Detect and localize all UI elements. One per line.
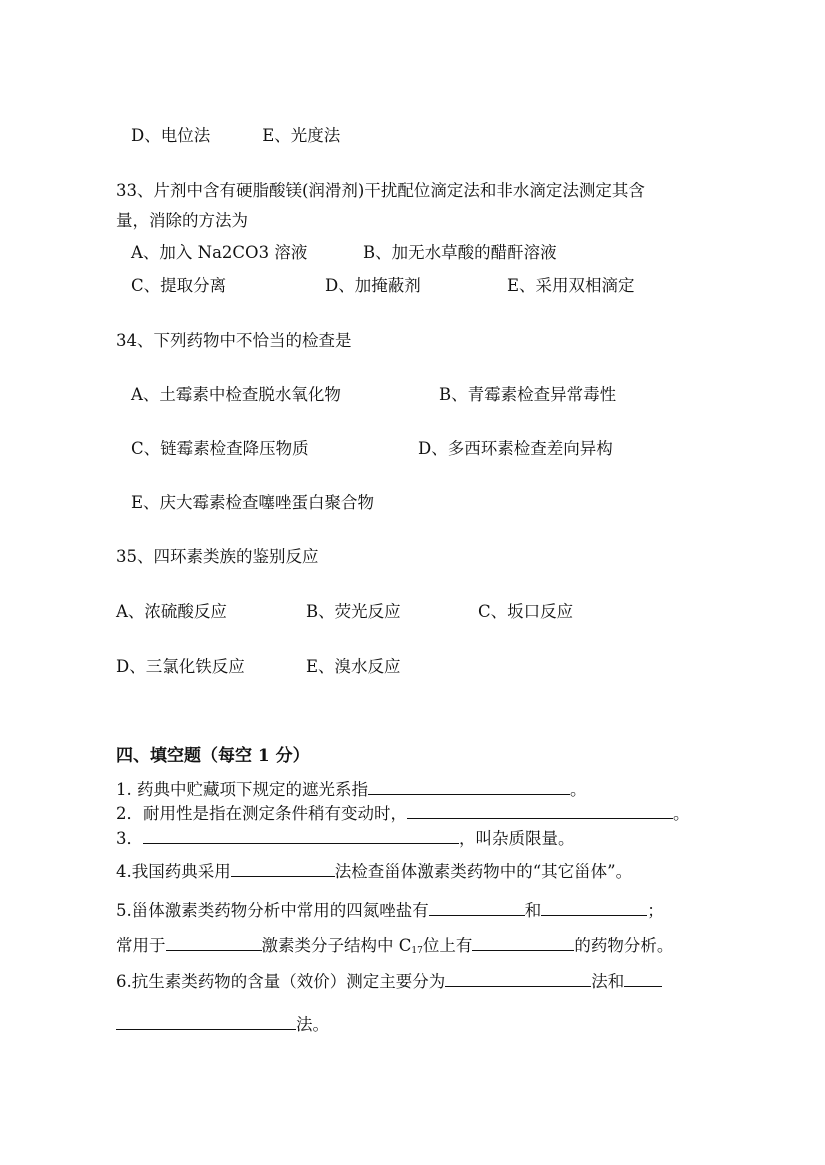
fill-5b-text-end: 的药物分析。	[574, 936, 674, 955]
fill-6-blank-2a[interactable]	[624, 970, 662, 987]
q33-option-e: E、采用双相滴定	[507, 276, 635, 295]
q35-option-b: B、荧光反应	[306, 602, 401, 621]
fill-5-blank-3[interactable]	[166, 934, 262, 951]
fill-5b-text-2: 激素类分子结构中 C	[261, 936, 412, 955]
fill-5-blank-1[interactable]	[429, 899, 525, 916]
q32-options	[131, 125, 340, 147]
section4-heading	[116, 745, 310, 767]
fill-1-blank[interactable]	[368, 778, 570, 795]
fill-6-and: 法和	[591, 972, 625, 991]
section4-heading-text: 四、填空题（每空	[116, 746, 258, 766]
fill-question-5-line2	[116, 934, 673, 962]
fill-6-text: 6.抗生素类药物的含量（效价）测定主要分为	[116, 972, 446, 991]
fill-5b-text-3: 位上有	[422, 936, 473, 955]
section4-heading-suffix: 分）	[269, 746, 310, 766]
q35-stem: 35、四环素类族的鉴别反应	[116, 547, 319, 566]
fill-4-blank[interactable]	[231, 860, 335, 877]
fill-5-semicolon: ；	[647, 901, 664, 920]
q34-option-c: C、链霉素检查降压物质	[131, 439, 309, 458]
fill-4-text: 4.我国药典采用	[116, 862, 231, 881]
fill-question-6	[116, 970, 662, 993]
q35-option-e: E、溴水反应	[306, 657, 401, 676]
q33-option-c: C、提取分离	[131, 276, 227, 295]
q33-stem-line1: 33、片剂中含有硬脂酸镁(润滑剂)干扰配位滴定法和非水滴定法测定其含	[116, 181, 645, 200]
fill-5-blank-4[interactable]	[472, 934, 574, 951]
fill-3-text: ，叫杂质限量。	[459, 829, 575, 848]
fill-1-text: 1. 药典中贮藏项下规定的遮光系指	[116, 780, 368, 799]
fill-2-end: 。	[673, 804, 690, 823]
q33-stem-line2: 量，消除的方法为	[116, 211, 248, 230]
fill-question-5	[116, 899, 664, 922]
fill-4-text-end: 法检查甾体激素类药物中的“其它甾体”。	[334, 862, 633, 881]
q34-option-b: B、青霉素检查异常毒性	[439, 385, 617, 404]
fill-6-end: 法。	[296, 1015, 329, 1034]
q34-option-e: E、庆大霉素检查噻唑蛋白聚合物	[131, 493, 375, 512]
section4-heading-score: 1	[257, 746, 270, 766]
fill-5b-text: 常用于	[116, 936, 166, 955]
q35-option-a: A、浓硫酸反应	[116, 602, 227, 621]
q35-option-c: C、坂口反应	[478, 602, 574, 621]
q33-option-b: B、加无水草酸的醋酐溶液	[363, 243, 557, 262]
c17-subscript: 17	[411, 946, 423, 956]
fill-3-number: 3．	[116, 829, 143, 848]
q32-option-e: E、光度法	[262, 126, 341, 145]
q35-option-d: D、三氯化铁反应	[116, 657, 245, 676]
q34-option-a: A、土霉素中检查脱水氧化物	[131, 385, 341, 404]
q32-option-d: D、电位法	[131, 126, 211, 145]
fill-question-3	[116, 827, 575, 850]
fill-1-end: 。	[570, 780, 587, 799]
fill-5-text: 5.甾体激素类药物分析中常用的四氮唑盐有	[116, 901, 429, 920]
fill-question-2	[116, 802, 690, 825]
fill-6-blank-1[interactable]	[445, 970, 591, 987]
q34-option-d: D、多西环素检查差向异构	[418, 439, 613, 458]
fill-5-and: 和	[524, 901, 542, 920]
fill-question-6-line2	[116, 1013, 329, 1036]
fill-6-blank-2b[interactable]	[116, 1013, 296, 1030]
fill-5-blank-2[interactable]	[541, 899, 647, 916]
q33-option-a: A、加入 Na2CO3 溶液	[131, 243, 308, 262]
q33-option-d: D、加掩蔽剂	[325, 276, 421, 295]
fill-2-text: 2．耐用性是指在测定条件稍有变动时，	[116, 804, 407, 823]
fill-3-blank[interactable]	[143, 827, 459, 844]
fill-2-blank[interactable]	[407, 802, 673, 819]
fill-question-4	[116, 860, 632, 883]
q34-stem: 34、下列药物中不恰当的检查是	[116, 331, 352, 350]
fill-question-1	[116, 778, 587, 801]
